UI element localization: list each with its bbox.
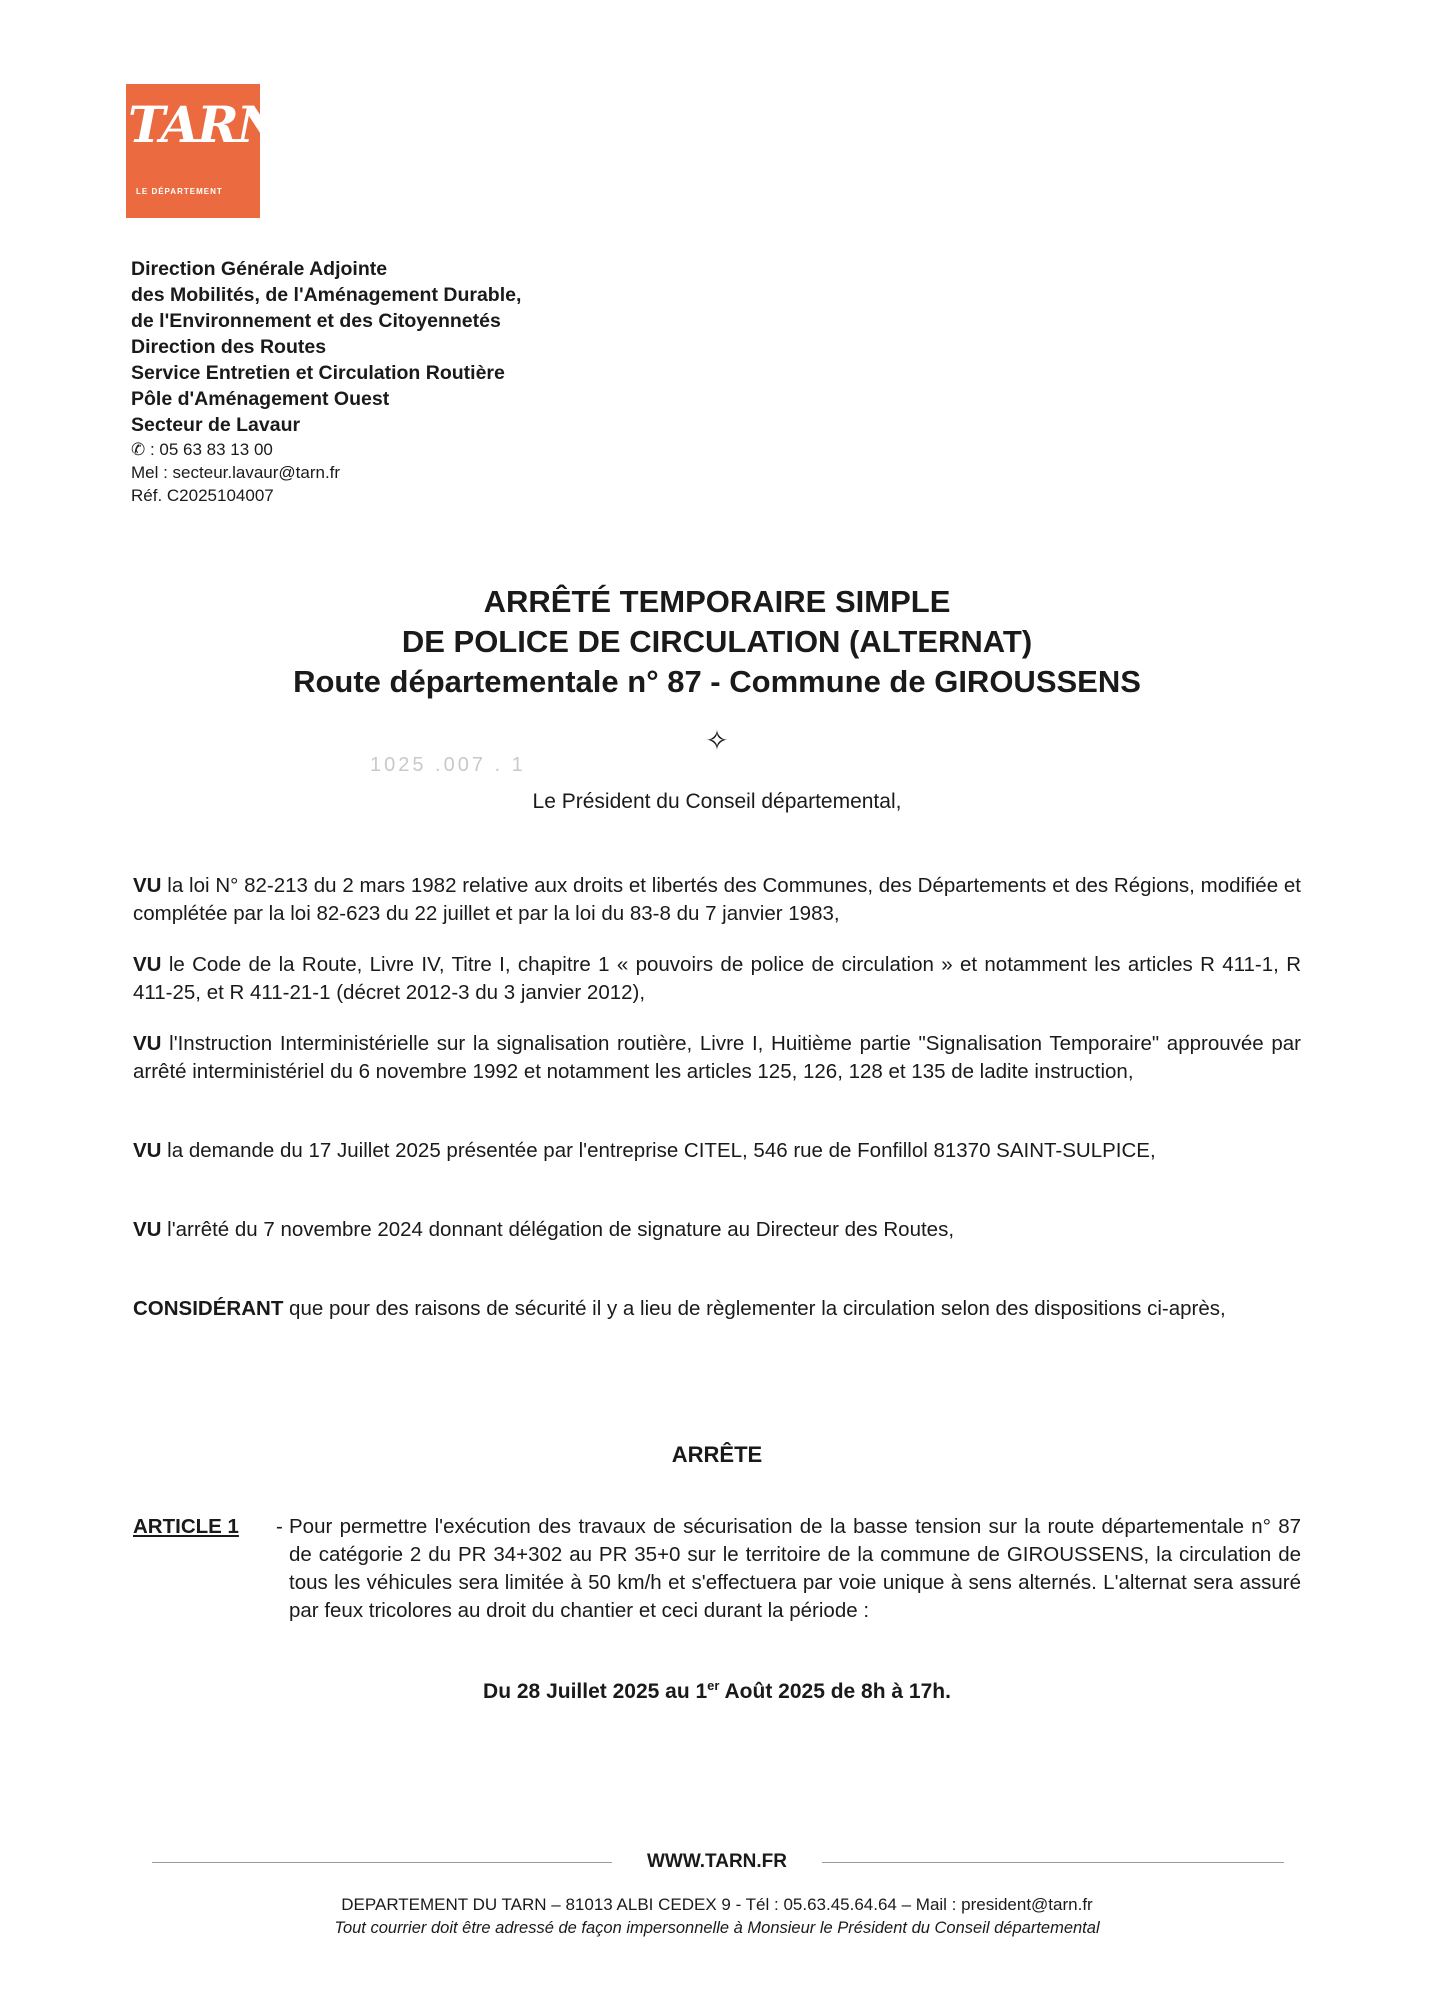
header-line: Direction des Routes <box>131 336 327 358</box>
visa-paragraph <box>133 1216 1301 1244</box>
faint-stamp: 1025 .007 . 1 <box>370 754 526 776</box>
footer-divider-right <box>822 1862 1284 1863</box>
ornament-icon: ✧ <box>705 725 729 756</box>
tarn-logo <box>126 84 281 218</box>
visa-lead: VU <box>133 953 162 976</box>
header-phone: ✆ : 05 63 83 13 00 <box>131 440 273 459</box>
header-line: de l'Environnement et des Citoyennetés <box>131 310 501 332</box>
visa-text: la demande du 17 Juillet 2025 présentée par l'entreprise CITEL, 546 rue de Fonfillol 81370 SAINT-SULPICE, <box>161 1139 1156 1162</box>
header-reference: Réf. C2025104007 <box>131 486 274 505</box>
footer-address: DEPARTEMENT DU TARN – 81013 ALBI CEDEX 9 - Tél : 05.63.45.64.64 – Mail : president@tarn.fr <box>341 1895 1093 1914</box>
dates-end: Août 2025 de 8h à 17h. <box>719 1680 951 1703</box>
logo-tagline: LE DÉPARTEMENT <box>136 187 223 196</box>
article-1-text: Pour permettre l'exécution des travaux de sécurisation de la basse tension sur la route départementale n° 87 de catégorie 2 du PR 34+302 au PR 35+0 sur le territoire de la commune de GIROUSSENS, la circulation de tous les véhicules sera limitée à 50 km/h et s'effectuera par voie unique à sens alternés. L'alternat sera assuré par feux tricolores au droit du chantier et ceci durant la période : <box>289 1515 1301 1622</box>
visa-text: le Code de la Route, Livre IV, Titre I, chapitre 1 « pouvoirs de police de circulation » et notamment les articles R 411-1, R 411-25, et R 411-21-1 (décret 2012-3 du 3 janvier 2012), <box>133 953 1301 1004</box>
document-title <box>0 582 1434 702</box>
header-line: Service Entretien et Circulation Routière <box>131 362 505 384</box>
footer-website: WWW.TARN.FR <box>647 1851 787 1872</box>
visa-text: l'arrêté du 7 novembre 2024 donnant délégation de signature au Directeur des Routes, <box>161 1218 955 1241</box>
title-line-1: ARRÊTÉ TEMPORAIRE SIMPLE <box>483 584 951 619</box>
considerant-text: que pour des raisons de sécurité il y a lieu de règlementer la circulation selon des dispositions ci-après, <box>283 1297 1226 1320</box>
footer-divider-left <box>152 1862 612 1863</box>
dates-superscript: er <box>707 1678 720 1693</box>
header-line: des Mobilités, de l'Aménagement Durable, <box>131 284 522 306</box>
article-1-dash: - <box>276 1515 283 1538</box>
footer-courier-note: Tout courrier doit être adressé de façon impersonnelle à Monsieur le Président du Conseil départemental <box>334 1919 1100 1937</box>
visa-paragraph <box>133 1030 1301 1086</box>
title-line-3: Route départementale n° 87 - Commune de GIROUSSENS <box>293 664 1141 699</box>
header-mail: Mel : secteur.lavaur@tarn.fr <box>131 463 341 482</box>
header-line: Direction Générale Adjointe <box>131 258 388 280</box>
considerant-paragraph <box>133 1295 1301 1323</box>
visa-text: l'Instruction Interministérielle sur la signalisation routière, Livre I, Huitième partie "Signalisation Temporaire" approuvée par arrêté interministériel du 6 novembre 1992 et notamment les articles 125, 126, 128 et 135 de ladite instruction, <box>133 1032 1301 1083</box>
logo-wordmark: TARN <box>128 95 281 154</box>
visa-paragraph <box>133 872 1301 928</box>
visa-text: la loi N° 82-213 du 2 mars 1982 relative aux droits et libertés des Communes, des Départements et des Régions, modifiée et complétée par la loi 82-623 du 22 juillet et par la loi du 83-8 du 7 janvier 1983, <box>133 874 1301 925</box>
period-dates <box>0 1672 1434 1706</box>
title-line-2: DE POLICE DE CIRCULATION (ALTERNAT) <box>401 624 1033 659</box>
visa-lead: VU <box>133 1139 162 1162</box>
visa-lead: VU <box>133 1032 162 1055</box>
sender-block <box>131 256 521 507</box>
header-line: Pôle d'Aménagement Ouest <box>131 388 390 410</box>
considerant-lead: CONSIDÉRANT <box>133 1297 284 1320</box>
visa-lead: VU <box>133 1218 162 1241</box>
visa-paragraph <box>133 951 1301 1007</box>
article-1-label: ARTICLE 1 <box>133 1515 239 1538</box>
dates-start: Du 28 Juillet 2025 au 1 <box>483 1680 708 1703</box>
president-heading: Le Président du Conseil départemental, <box>532 790 902 813</box>
header-line: Secteur de Lavaur <box>131 414 301 436</box>
arrete-heading: ARRÊTE <box>671 1442 763 1467</box>
visa-paragraph <box>133 1137 1301 1165</box>
visa-lead: VU <box>133 874 162 897</box>
